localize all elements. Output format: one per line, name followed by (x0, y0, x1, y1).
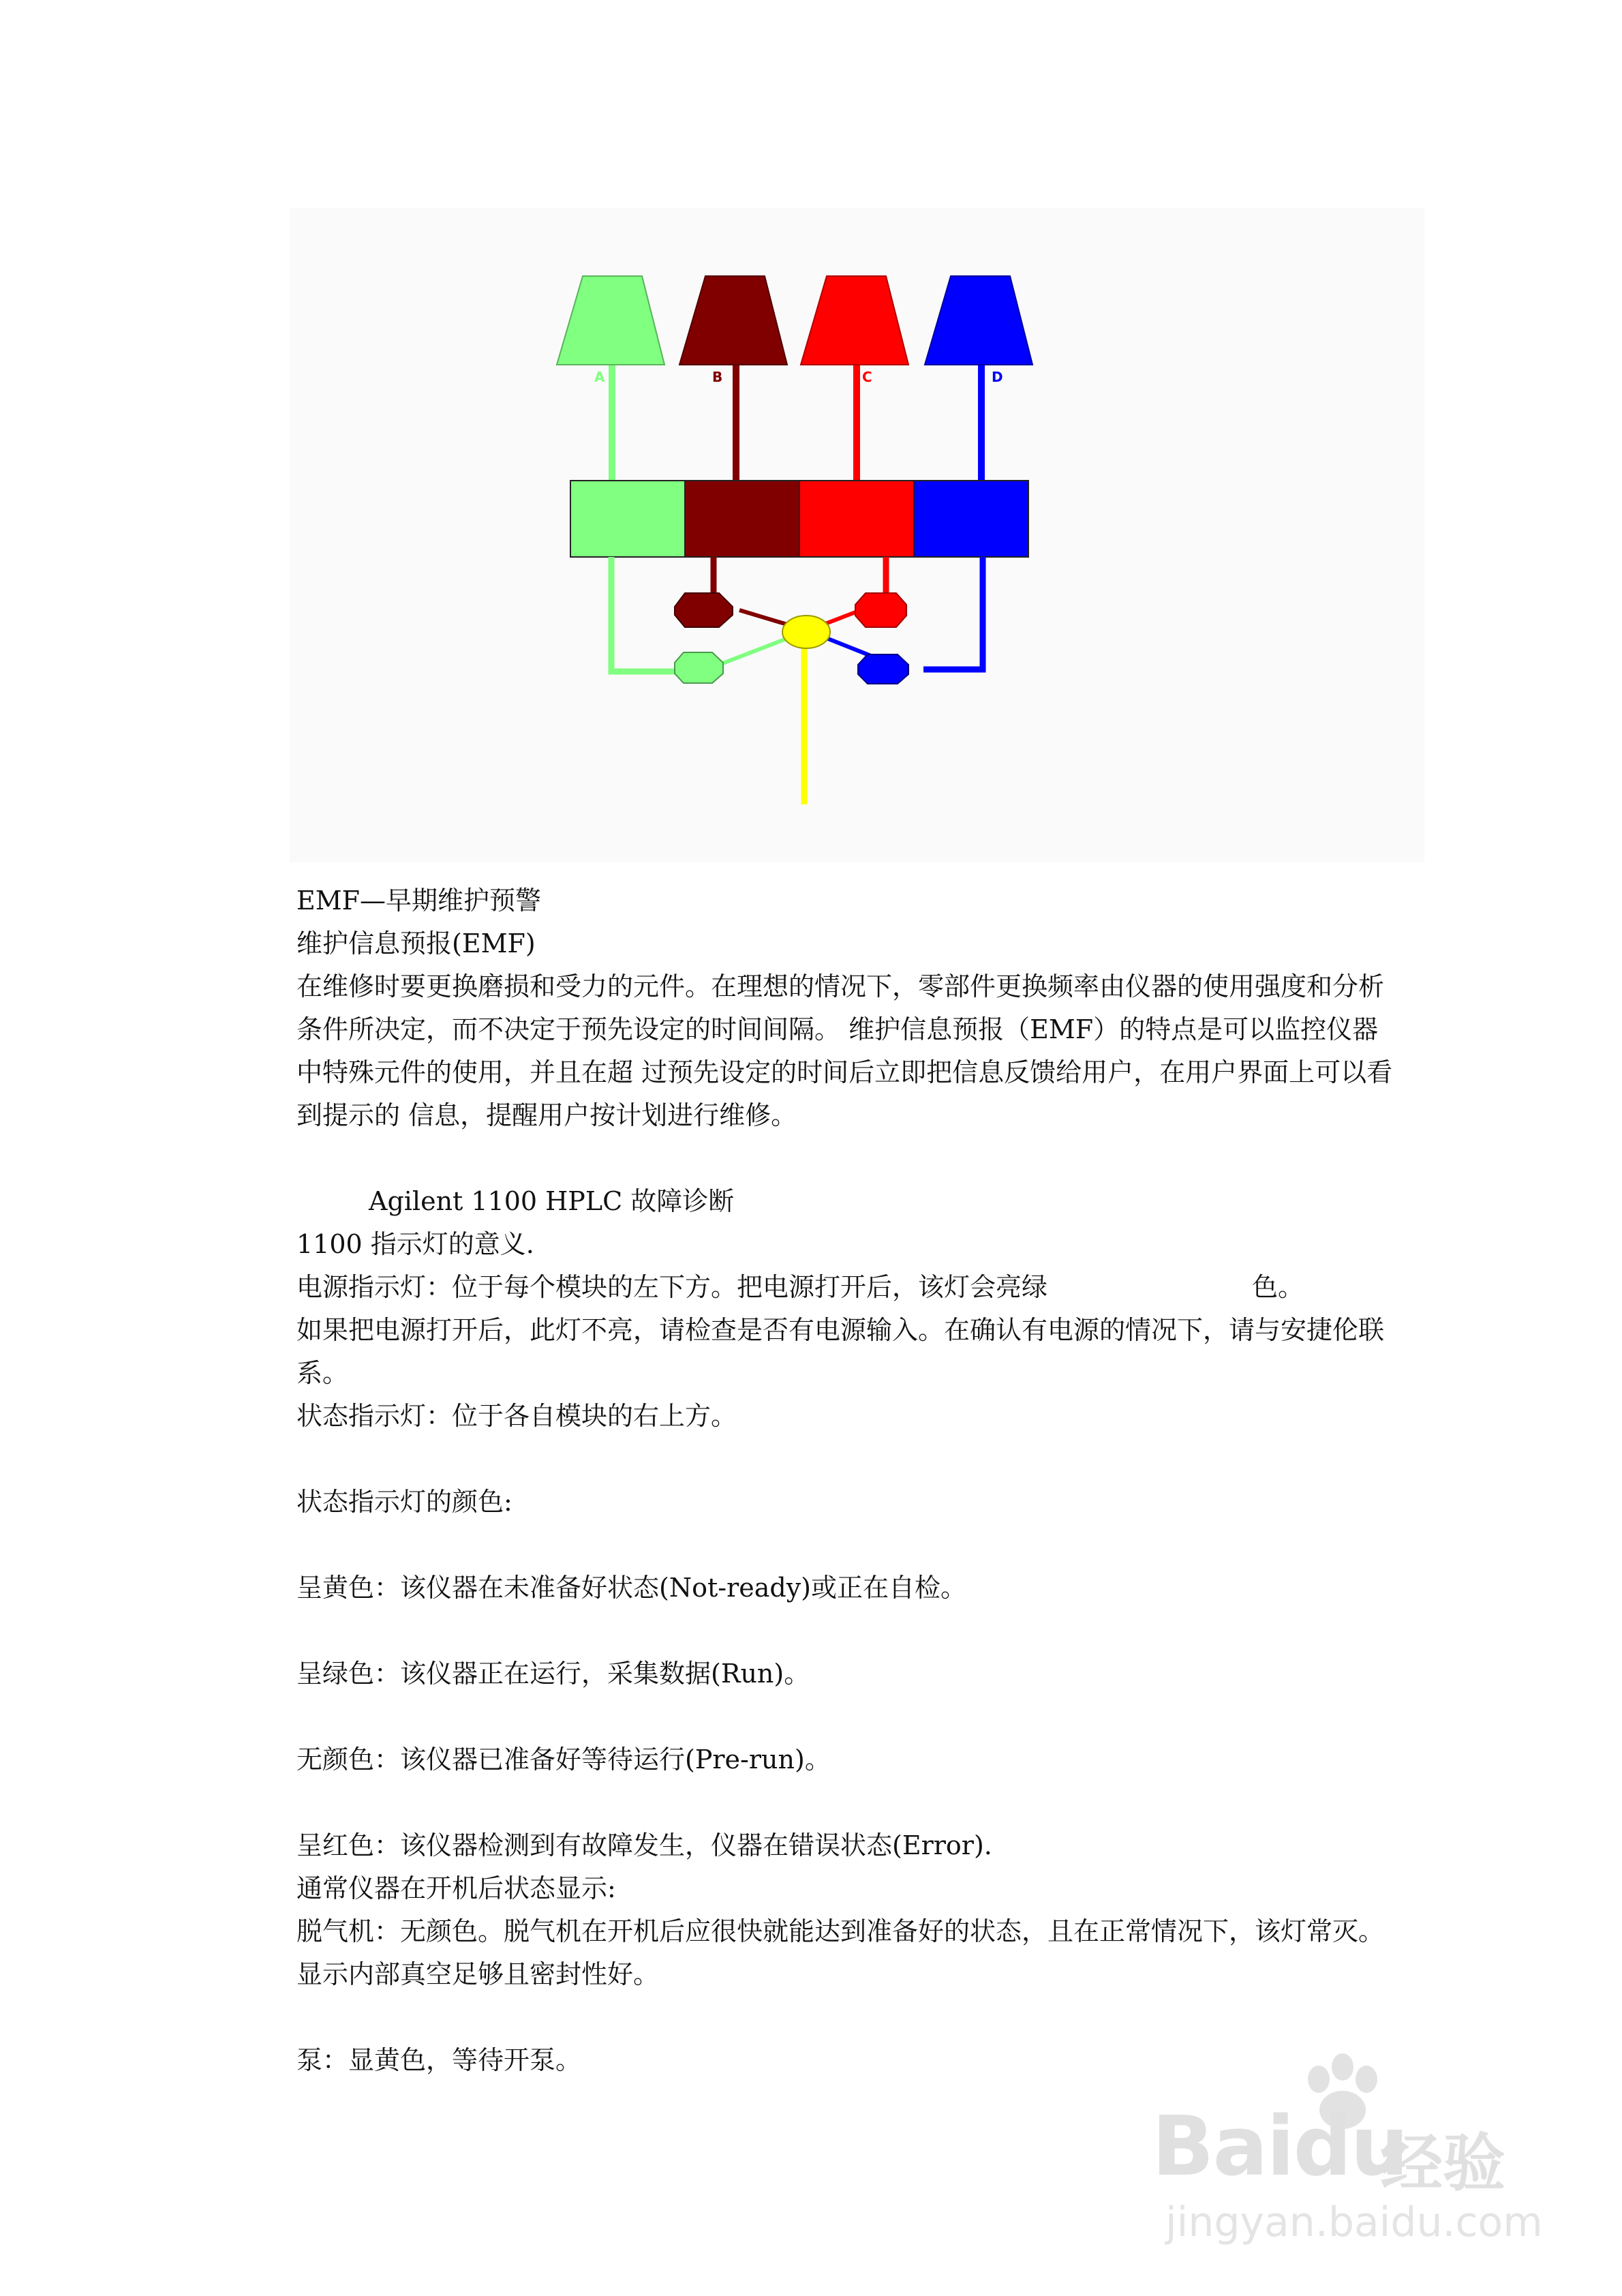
emf-title: EMF—早期维护预警 (296, 886, 542, 916)
lamp-b (679, 276, 787, 365)
wire-a (611, 557, 682, 671)
lamp-label-b: B (712, 369, 723, 385)
red-status: 呈红色：该仪器检测到有故障发生，仪器在错误状态(Error). (296, 1830, 992, 1860)
indicator-heading: 1100 指示灯的意义. (296, 1229, 534, 1259)
block-d (914, 481, 1028, 557)
power-light-text: 电源指示灯：位于每个模块的左下方。把电源打开后，该灯会亮绿 (296, 1272, 1048, 1302)
startup-heading: 通常仪器在开机后状态显示: (296, 1873, 616, 1903)
hub-yellow (782, 616, 830, 648)
degasser-status: 脱气机：无颜色。脱气机在开机后应很快就能达到准备好的状态，且在正常情况下，该灯常灭。显示内部真空足够且密封性好。 (296, 1916, 1385, 1989)
node-d (858, 654, 908, 684)
watermark-brand: 经验 (1380, 2127, 1506, 2200)
lamp-c (801, 276, 908, 365)
power-light-cont: 如果把电源打开后，此灯不亮，请检查是否有电源输入。在确认有电源的情况下，请与安捷伦联系。 (296, 1315, 1385, 1388)
status-colors-heading: 状态指示灯的颜色: (296, 1487, 512, 1517)
block-a (570, 481, 685, 557)
lamp-a (557, 276, 664, 365)
lamp-label-d: D (992, 369, 1003, 385)
pump-status: 泵：显黄色，等待开泵。 (296, 2045, 582, 2075)
lamp-d (925, 276, 1032, 365)
lamp-label-c: C (862, 369, 872, 385)
watermark-logo: Baidu (1152, 2100, 1407, 2194)
emf-diagram (290, 208, 1424, 862)
wire-d (923, 557, 983, 669)
node-b (675, 593, 733, 627)
baidu-jingyan-watermark (1152, 2052, 1543, 2250)
node-a (675, 652, 723, 683)
emf-subtitle: 维护信息预报(EMF) (296, 928, 536, 958)
power-light-color: 色。 (1252, 1272, 1304, 1302)
node-c (855, 593, 906, 627)
block-b (685, 481, 799, 557)
watermark-url: jingyan.baidu.com (1165, 2199, 1543, 2246)
green-status: 呈绿色：该仪器正在运行，采集数据(Run)。 (296, 1659, 810, 1689)
document-body (296, 879, 1401, 2082)
yellow-status: 呈黄色：该仪器在未准备好状态(Not-ready)或正在自检。 (296, 1573, 966, 1603)
no-color-status: 无颜色：该仪器已准备好等待运行(Pre-run)。 (296, 1744, 831, 1774)
lamp-label-a: A (594, 369, 605, 385)
status-light: 状态指示灯：位于各自模块的右上方。 (296, 1401, 737, 1431)
emf-paragraph: 在维修时要更换磨损和受力的元件。在理想的情况下，零部件更换频率由仪器的使用强度和分析条件所决定，而不决定于预先设定的时间间隔。 维护信息预报（EMF）的特点是可以监控仪器中特殊元件的使用，并且在超 过预先设定的时间后立即把信息反馈给用户，在用户界面上可以看到提示的 信息，提醒用户按计划进行维修。 (296, 971, 1393, 1130)
block-c (799, 481, 914, 557)
emf-diagram-figure (290, 208, 1424, 862)
section-title: Agilent 1100 HPLC 故障诊断 (369, 1186, 735, 1216)
power-light-line (296, 1266, 1401, 1309)
